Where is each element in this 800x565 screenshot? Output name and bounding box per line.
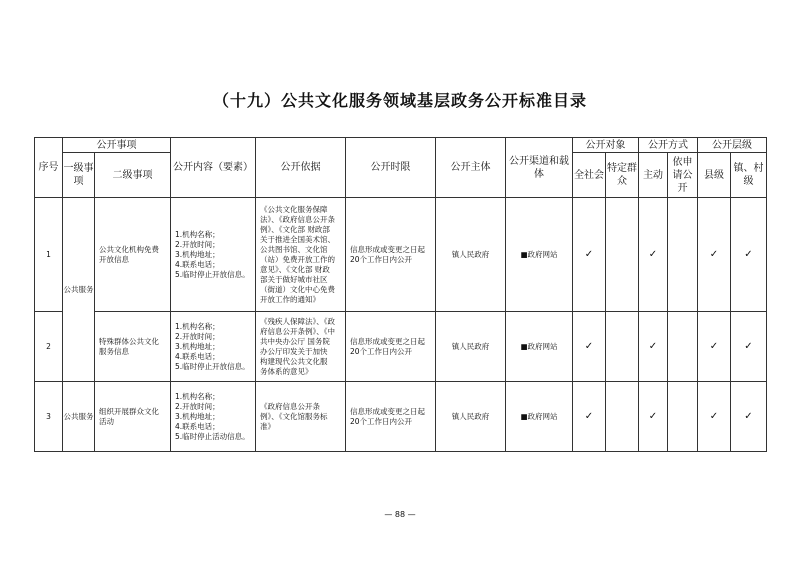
- content-line: 2.开放时间；: [175, 331, 220, 341]
- header-level-town: 镇、村级: [731, 153, 767, 198]
- basis-line: 《公共文化服务保障: [260, 204, 328, 214]
- row-level1: 公共服务: [63, 198, 95, 382]
- table-row: [35, 198, 767, 312]
- row-subject: 镇人民政府: [436, 312, 506, 382]
- table-row: [35, 382, 767, 452]
- header-target-group: 公开对象: [573, 138, 639, 153]
- content-line: 4.联系电话；: [175, 351, 220, 361]
- catalog-table: [34, 137, 767, 452]
- row-method-apply: [668, 312, 698, 382]
- header-level-county: 县级: [698, 153, 731, 198]
- content-line: 1.机构名称；: [175, 391, 220, 401]
- check-mark: ✓: [698, 312, 731, 382]
- row-channel: ■政府网站: [506, 198, 573, 312]
- basis-line: 部关于做好城市社区: [260, 274, 328, 284]
- row-seq: 2: [35, 312, 63, 382]
- check-mark: ✓: [573, 382, 606, 452]
- header-level1: 一级事项: [63, 153, 95, 198]
- row-basis: [256, 312, 346, 382]
- content-line: 5.临时停止开放信息。: [175, 269, 250, 279]
- basis-line: 府信息公开条例》、《中: [260, 326, 335, 336]
- row-content: [171, 312, 256, 382]
- content-line: 4.联系电话；: [175, 259, 220, 269]
- header-channel: 公开渠道和载体: [506, 138, 573, 198]
- row-level2: 公共文化机构免费开放信息: [95, 198, 171, 312]
- header-target-all: 全社会: [573, 153, 606, 198]
- check-mark: ✓: [573, 312, 606, 382]
- check-mark: ✓: [639, 312, 668, 382]
- basis-line: 共中央办公厅 国务院: [260, 336, 330, 346]
- row-level1: 公共服务: [63, 382, 95, 452]
- basis-line: 开放工作的通知》: [260, 294, 320, 304]
- basis-line: 准》: [260, 421, 275, 431]
- row-time: 信息形成或变更之日起20个工作日内公开: [346, 382, 436, 452]
- header-basis: 公开依据: [256, 138, 346, 198]
- row-method-apply: [668, 382, 698, 452]
- header-level-group: 公开层级: [698, 138, 767, 153]
- header-time: 公开时限: [346, 138, 436, 198]
- row-subject: 镇人民政府: [436, 198, 506, 312]
- row-target-specific: [606, 312, 639, 382]
- header-level2: 二级事项: [95, 153, 171, 198]
- content-line: 3.机构地址；: [175, 411, 220, 421]
- content-line: 3.机构地址；: [175, 341, 220, 351]
- row-subject: 镇人民政府: [436, 382, 506, 452]
- basis-line: 《政府信息公开条: [260, 401, 320, 411]
- basis-line: 公共图书馆、文化馆: [260, 244, 328, 254]
- check-mark: ✓: [731, 312, 767, 382]
- row-target-specific: [606, 382, 639, 452]
- row-level2: 组织开展群众文化活动: [95, 382, 171, 452]
- row-time: 信息形成或变更之日起20个工作日内公开: [346, 312, 436, 382]
- check-mark: ✓: [639, 382, 668, 452]
- row-method-apply: [668, 198, 698, 312]
- header-seq: 序号: [35, 138, 63, 198]
- header-items-group: 公开事项: [63, 138, 171, 153]
- content-line: 2.开放时间；: [175, 401, 220, 411]
- check-mark: ✓: [698, 198, 731, 312]
- row-seq: 1: [35, 198, 63, 312]
- content-line: 2.开放时间；: [175, 239, 220, 249]
- check-mark: ✓: [731, 198, 767, 312]
- basis-line: 务体系的意见》: [260, 366, 313, 376]
- check-mark: ✓: [698, 382, 731, 452]
- check-mark: ✓: [731, 382, 767, 452]
- row-level2: 特殊群体公共文化服务信息: [95, 312, 171, 382]
- basis-line: （站）免费开放工作的: [260, 254, 335, 264]
- row-basis: [256, 198, 346, 312]
- header-method-active: 主动: [639, 153, 668, 198]
- row-time: 信息形成或变更之日起20个工作日内公开: [346, 198, 436, 312]
- basis-line: 法》、《政府信息公开条: [260, 214, 335, 224]
- header-method-group: 公开方式: [639, 138, 698, 153]
- page-title: （十九）公共文化服务领域基层政务公开标准目录: [212, 91, 587, 110]
- basis-line: 关于推进全国美术馆、: [260, 234, 335, 244]
- content-line: 5.临时停止活动信息。: [175, 431, 250, 441]
- check-mark: ✓: [639, 198, 668, 312]
- header-target-specific: 特定群众: [606, 153, 639, 198]
- header-method-apply: 依申请公开: [668, 153, 698, 198]
- content-line: 4.联系电话；: [175, 421, 220, 431]
- header-subject: 公开主体: [436, 138, 506, 198]
- check-mark: ✓: [573, 198, 606, 312]
- row-channel: ■政府网站: [506, 312, 573, 382]
- basis-line: 《残疾人保障法》、《政: [260, 316, 335, 326]
- basis-line: 意见》、《文化部 财政: [260, 264, 330, 274]
- row-seq: 3: [35, 382, 63, 452]
- basis-line: 例》、《文化部 财政部: [260, 224, 330, 234]
- content-line: 3.机构地址；: [175, 249, 220, 259]
- basis-line: （街道）文化中心免费: [260, 284, 335, 294]
- content-line: 1.机构名称；: [175, 229, 220, 239]
- content-line: 1.机构名称；: [175, 321, 220, 331]
- row-basis: [256, 382, 346, 452]
- row-content: [171, 198, 256, 312]
- header-content: 公开内容（要素）: [171, 138, 256, 198]
- table-row: [35, 312, 767, 382]
- page-number: — 88 —: [384, 510, 416, 519]
- row-content: [171, 382, 256, 452]
- content-line: 5.临时停止开放信息。: [175, 361, 250, 371]
- basis-line: 构建现代公共文化服: [260, 356, 328, 366]
- row-target-specific: [606, 198, 639, 312]
- basis-line: 办公厅印发关于加快: [260, 346, 328, 356]
- basis-line: 例》、《文化馆服务标: [260, 411, 328, 421]
- row-channel: ■政府网站: [506, 382, 573, 452]
